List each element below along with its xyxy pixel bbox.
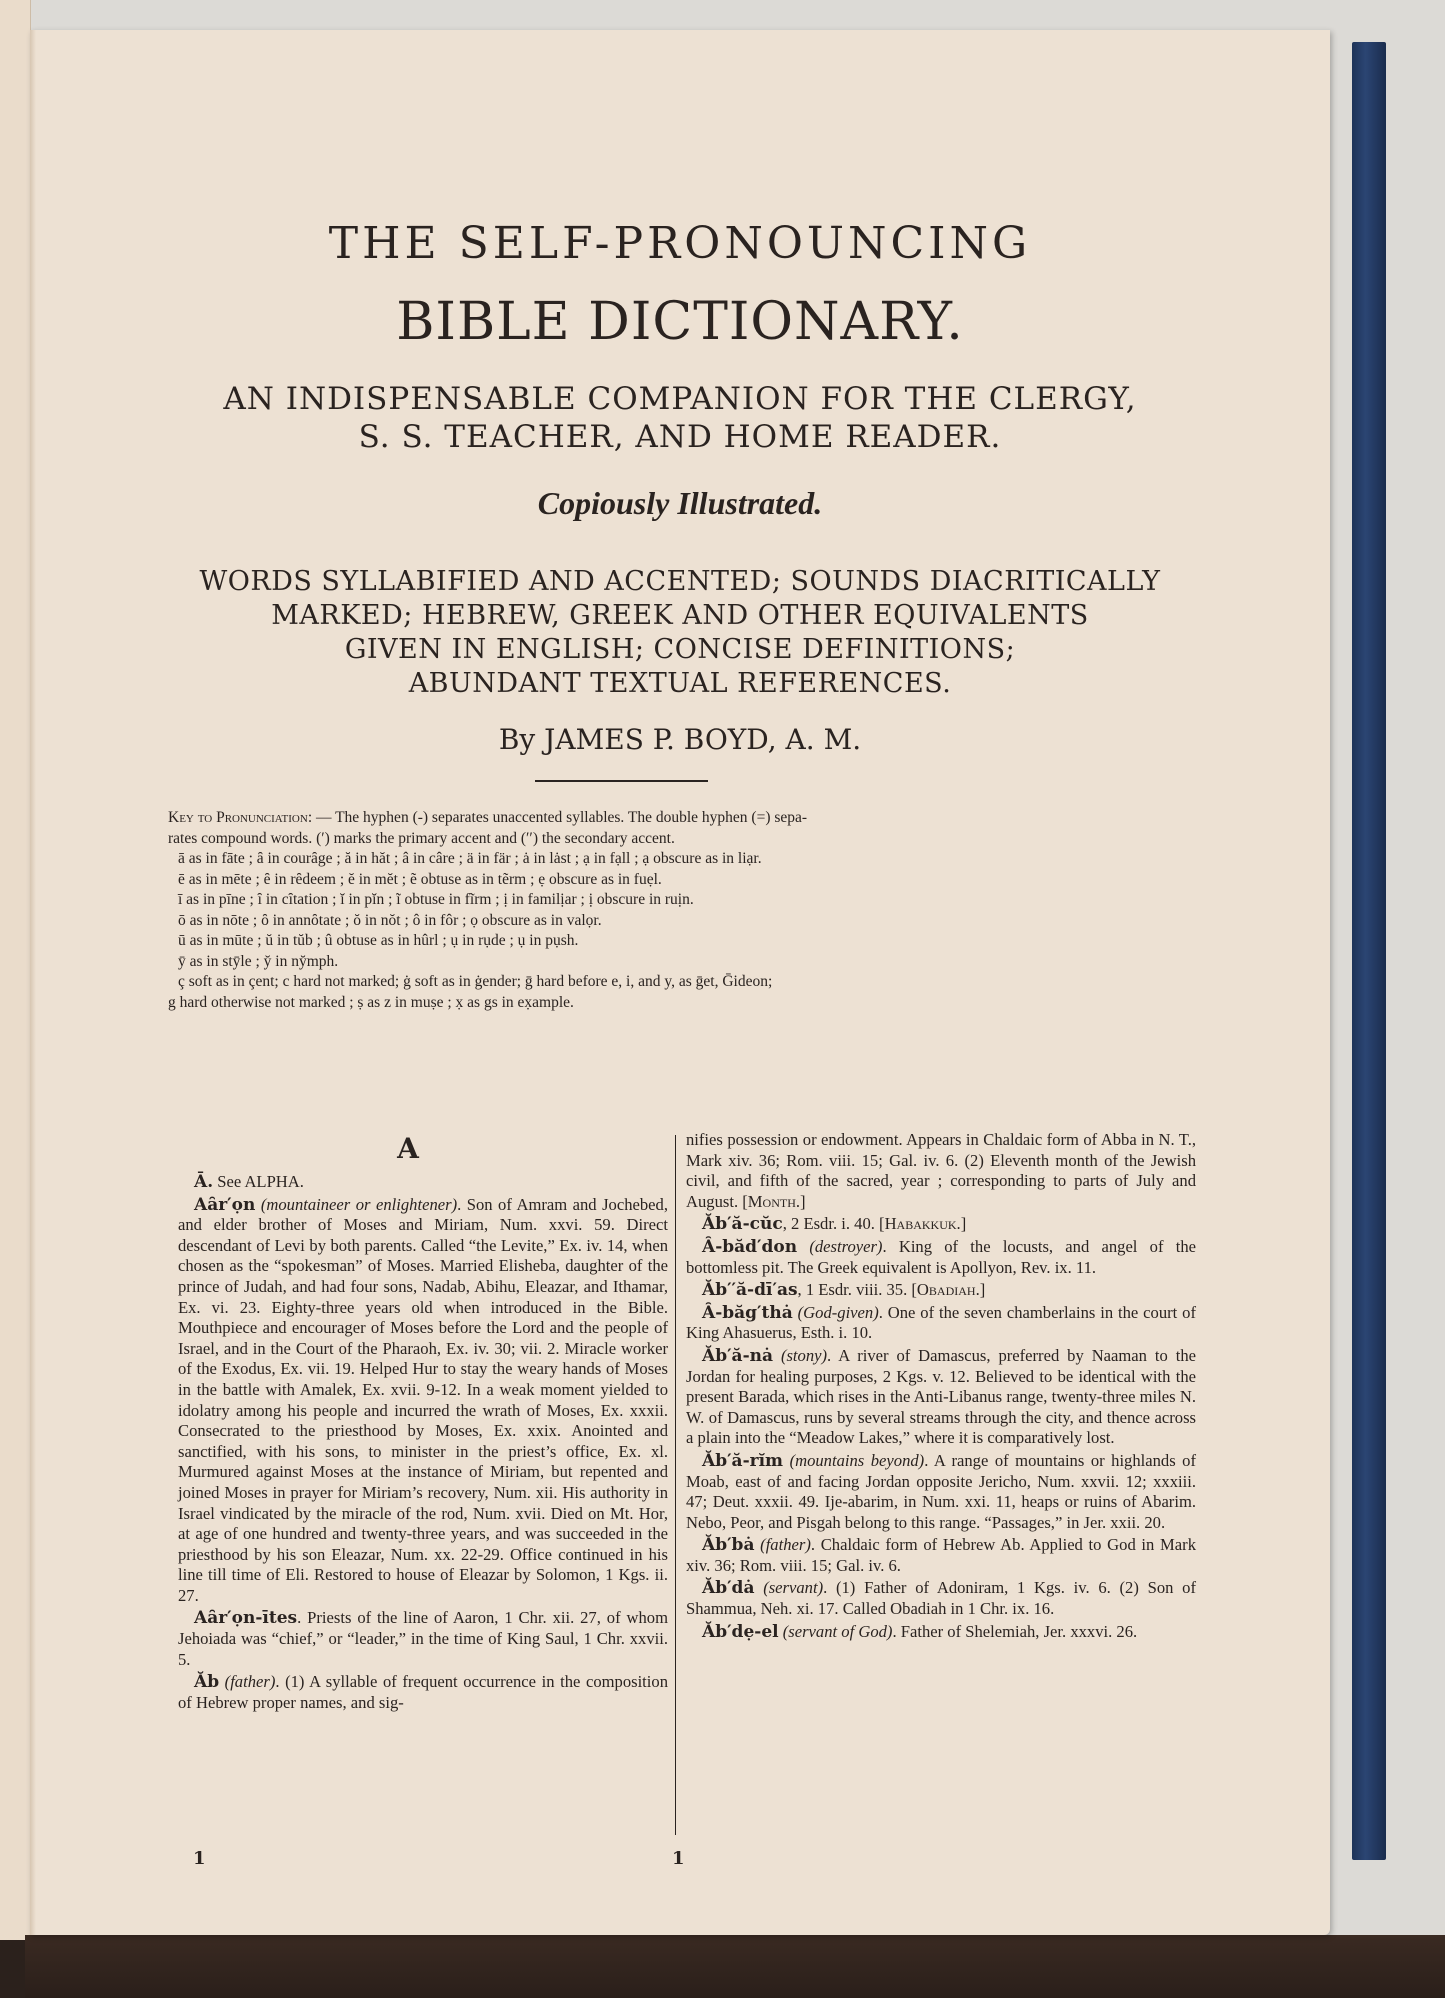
dictionary-entry: Ăb′ă-cŭc, 2 Esdr. i. 40. [Habakkuk.] xyxy=(702,1214,967,1235)
author-line: By JAMES P. BOYD, A. M. xyxy=(498,723,862,756)
dictionary-entry: Ăb′dȧ (servant). (1) Father of Adoniram, 1 Kgs. iv. 6. (2) Son of Shammua, Neh. xi. 17. Called Obadiah in 1 Chr. ix. 16. xyxy=(686,1578,1196,1619)
subtitle-line-2: S. S. TEACHER, AND HOME READER. xyxy=(358,419,1002,455)
subtitle xyxy=(130,380,1230,456)
dictionary-entry: Ăb′′ă-dī′as, 1 Esdr. viii. 35. [Obadiah.] xyxy=(702,1280,986,1301)
dictionary-entry: Ȃ-băd′don (destroyer). King of the locusts, and angel of the bottomless pit. The Greek equivalent is Apollyon, Rev. ix. 11. xyxy=(686,1236,1196,1277)
title-line-2: BIBLE DICTIONARY. xyxy=(396,292,964,352)
key-label: Key to Pronunciation xyxy=(168,809,308,826)
subtitle-line-1: AN INDISPENSABLE COMPANION FOR THE CLERGY, xyxy=(223,381,1137,417)
table-shadow xyxy=(25,1935,1445,1998)
dictionary-entry: Ăb (father). (1) A syllable of frequent occurrence in the composition of Hebrew proper names, and sig- xyxy=(178,1672,668,1712)
dictionary-entry: Aȃr′ọn-ītes. Priests of the line of Aaron, 1 Chr. xii. 27, of whom Jehoiada was “chief,” or “leader,” in the time of King Saul, 1 Chr. xxvii. 5. xyxy=(178,1608,668,1669)
features-list xyxy=(130,565,1230,701)
key-row: ō as in nōte ; ȏ in annȏtate ; ŏ in nŏt ; ô in fôr ; ọ obscure as in valọr. xyxy=(178,911,602,929)
feature-line: MARKED; HEBREW, GREEK AND OTHER EQUIVALENTS xyxy=(271,600,1089,631)
key-row: ā as in fāte ; ȃ in courȃge ; ă in hăt ; â in câre ; ä in fär ; ȧ in lȧst ; ạ in fạll ; ạ obscure as in liạr. xyxy=(178,850,762,867)
dictionary-entry: Ăb′ă-nȧ (stony). A river of Damascus, preferred by Naaman to the Jordan for healing purposes, 2 Kgs. v. 12. Believed to be identical with the present Barada, which rises in the Anti-Libanus range, twenty-three miles N. W. of Damascus, runs by several streams through the city, and thence across a plain into the “Meadow Lakes,” where it is comparatively lost. xyxy=(686,1345,1196,1448)
key-row: ē as in mēte ; ȇ in rȇdeem ; ĕ in mĕt ; ẽ obtuse as in tẽrm ; ẹ obscure as in fuẹl. xyxy=(178,870,662,888)
dictionary-entry: Aȃr′ọn (mountaineer or enlightener). Son of Amram and Jochebed, and elder brother of Moses and Miriam, Num. xxvi. 59. Direct descendant of Levi by both parents. Called “the Levite,” Ex. iv. 14, when chosen as the “spokesman” of Moses. Married Elisheba, daughter of the prince of Judah, and had four sons, Nadab, Abihu, Eleazar, and Ithamar, Ex. vi. 23. Eighty-three years old when introduced in the Bible. Mouthpiece and encourager of Moses before the Lord and the people of Israel, and in the Court of the Pharaoh, Ex. iv. 30; vii. 2. Miracle worker of the Exodus, Ex. vii. 19. Helped Hur to stay the weary hands of Moses in the battle with Amalek, Ex. xvii. 9-12. In a weak moment yielded to idolatry among his people and incurred the wrath of Moses, Ex. xxxii. Consecrated to the priesthood by Moses, Ex. xxix. Anointed and sanctified, with his sons, to minister in the priest’s office, Ex. xl. Murmured against Moses at the instance of Miriam, but repented and joined Moses in prayer for Miriam’s recovery, Num. xii. His authority in Israel vindicated by the miracle of the rod, Num. xvii. Died on Mt. Hor, at age of one hundred and twenty-three years, and was succeeded in the priesthood by his son Eleazar, Num. xx. 22-29. Office continued in his line till time of Eli. Restored to house of Eleazar by Solomon, 1 Kgs. ii. 27. xyxy=(178,1194,668,1605)
dictionary-entry: Ăb′ă-rĭm (mountains beyond). A range of mountains or highlands of Moab, east of and facing Jordan opposite Jericho, Num. xxvii. 12; xxxiii. 47; Deut. xxxii. 49. Ije-abarim, in Num. xxi. 11, heaps or ruins of Abarim. Nebo, Peor, and Pisgah belong to this range. “Passages,” in Jer. xxii. 20. xyxy=(686,1450,1197,1532)
key-intro-1: Key to Pronunciation: — The hyphen (-) separates unaccented syllables. The double hyphen (=) sepa- xyxy=(168,809,808,826)
book-cover-edge xyxy=(1352,42,1386,1860)
dictionary-entry: Ăb′bȧ (father). Chaldaic form of Hebrew Ab. Applied to God in Mark xiv. 36; Rom. viii. 15; Gal. iv. 6. xyxy=(686,1535,1196,1575)
key-row: ū as in mūte ; ŭ in tŭb ; û obtuse as in hûrl ; ụ in rụde ; ụ in pụsh. xyxy=(178,932,579,949)
previous-page-edge xyxy=(0,0,31,1998)
feature-line: WORDS SYLLABIFIED AND ACCENTED; SOUNDS DIACRITICALLY xyxy=(199,566,1161,597)
page-number-left: 1 xyxy=(193,1848,206,1869)
key-row: ī as in pīne ; ȋ in cȋtation ; ĭ in pĭn ; ĩ obtuse in fĩrm ; ị in familịar ; ị obscure in ruịn. xyxy=(178,891,694,908)
key-intro-2: rates compound words. (′) marks the primary accent and (′′) the secondary accent. xyxy=(168,829,675,847)
dictionary-entry: Ā. See ALPHA. xyxy=(194,1172,304,1192)
feature-line: GIVEN IN ENGLISH; CONCISE DEFINITIONS; xyxy=(344,634,1016,665)
dictionary-entry: Ȃ-băg′thȧ (God-given). One of the seven chamberlains in the court of King Ahasuerus, Esth. i. 10. xyxy=(686,1302,1196,1343)
section-letter: A xyxy=(397,1132,419,1165)
dictionary-entry: Ăb′dẹ-el (servant of God). Father of Shelemiah, Jer. xxxvi. 26. xyxy=(702,1621,1138,1642)
dictionary-entry: nifies possession or endowment. Appears in Chaldaic form of Abba in N. T., Mark xiv. 36; Rom. viii. 15; Gal. iv. 6. (2) Eleventh month of the Jewish civil, and fifth of the sacred, year ; corresponding to parts of July and August. [Month.] xyxy=(686,1130,1196,1211)
key-row: ç soft as in çent; c hard not marked; ġ soft as in ġender; ḡ hard before e, i, and y, as ḡet, Ḡideon; xyxy=(178,973,773,990)
column-divider xyxy=(675,1135,676,1835)
left-column xyxy=(178,1172,668,1715)
right-column xyxy=(686,1130,1196,1644)
page-number-right: 1 xyxy=(672,1848,685,1869)
feature-line: ABUNDANT TEXTUAL REFERENCES. xyxy=(408,668,952,699)
pronunciation-key xyxy=(168,808,1203,1013)
illustrated-banner: Copiously Illustrated. xyxy=(537,485,823,521)
title-rule xyxy=(535,780,708,782)
key-row: ȳ as in stȳle ; y̆ in ny̆mph. xyxy=(178,952,339,970)
key-row: g hard otherwise not marked ; ṣ as z in muṣe ; x̣ as gs in ex̣ample. xyxy=(168,993,574,1011)
page-gutter xyxy=(30,30,36,1935)
title-line-1: THE SELF-PRONOUNCING xyxy=(328,218,1032,269)
